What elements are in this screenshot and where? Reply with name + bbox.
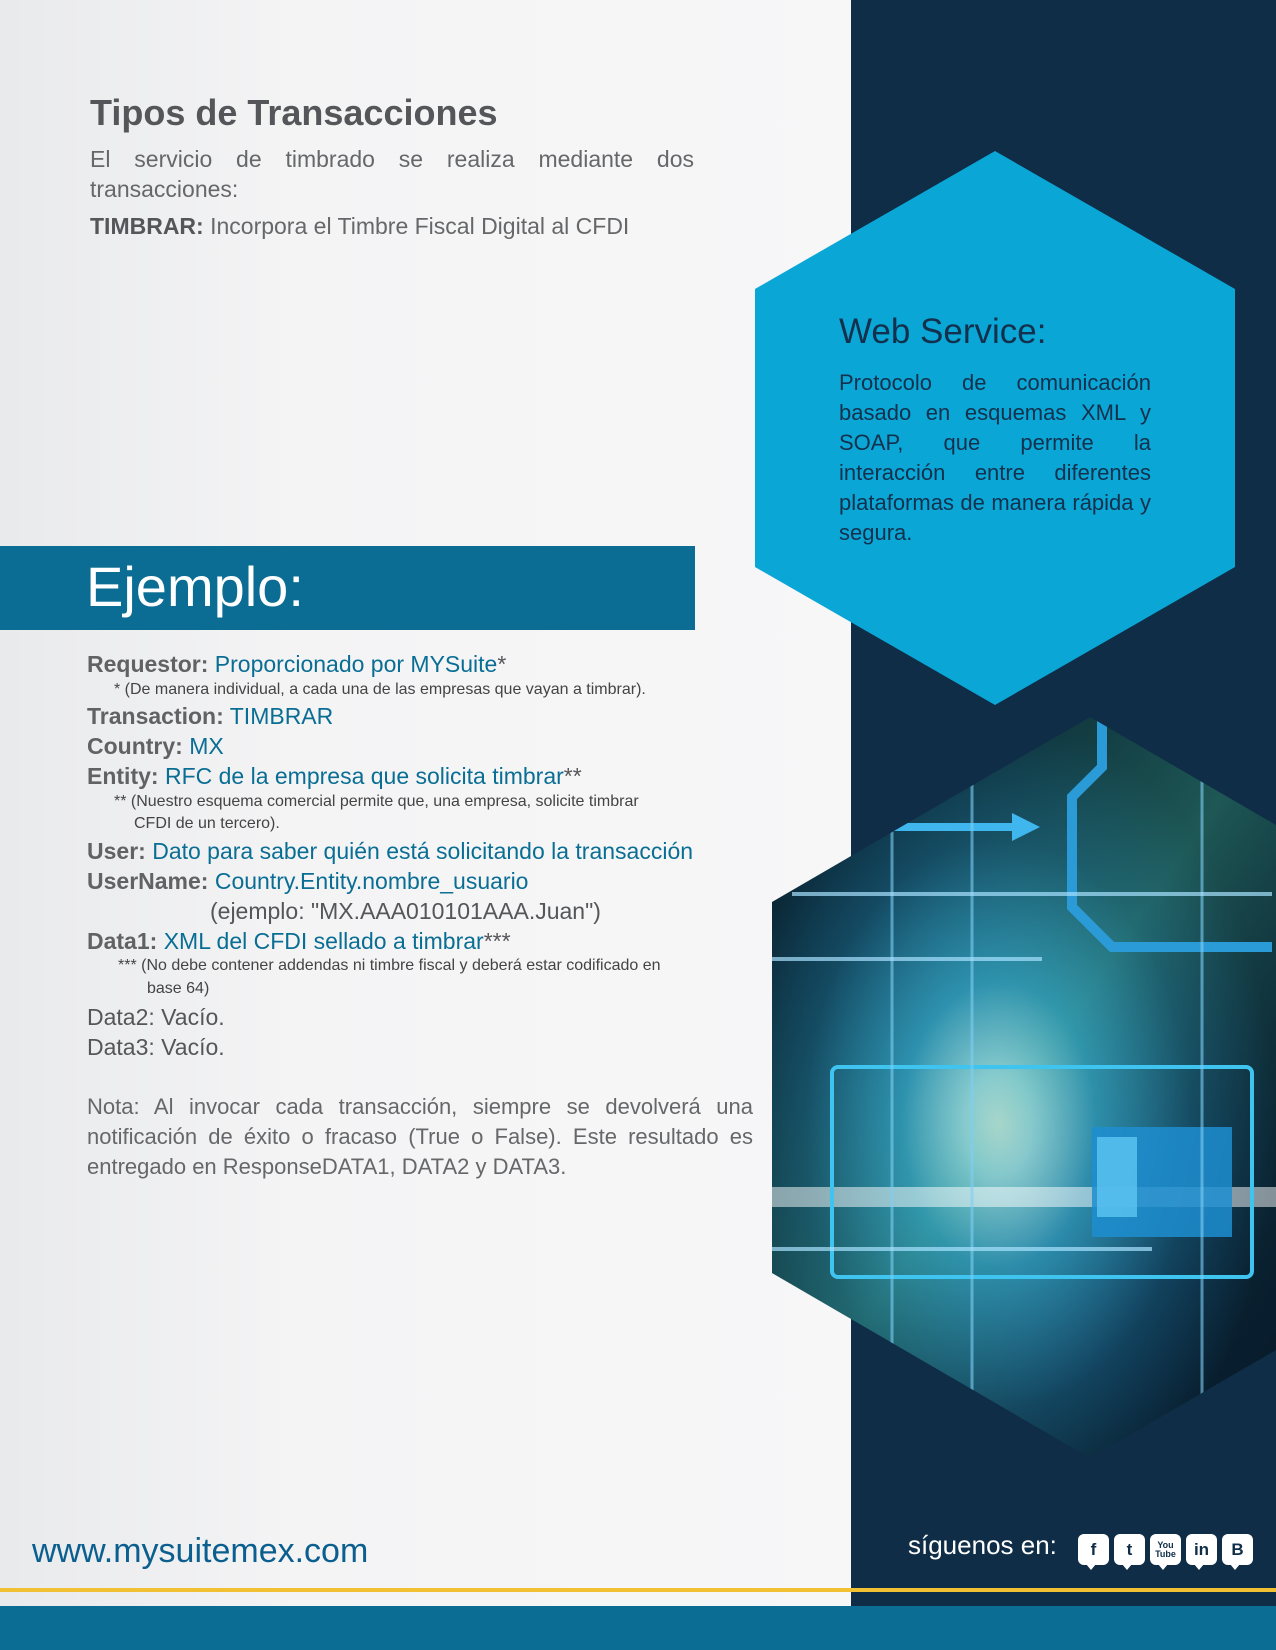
entity-line	[87, 763, 582, 790]
user-line	[87, 838, 693, 865]
username-line	[87, 868, 528, 895]
data1-value: XML del CFDI sellado a timbrar	[163, 928, 484, 954]
country-label: Country:	[87, 733, 183, 759]
transaction-value: TIMBRAR	[229, 703, 334, 729]
gold-divider	[0, 1588, 1276, 1592]
data1-label: Data1:	[87, 928, 158, 954]
youtube-icon[interactable]: You Tube	[1150, 1534, 1181, 1565]
requestor-footnote-mark: *	[497, 651, 507, 677]
username-label: UserName:	[87, 868, 209, 894]
username-example: (ejemplo: "MX.AAA010101AAA.Juan")	[210, 898, 601, 924]
entity-footnote-line-2: CFDI de un tercero).	[134, 815, 280, 832]
ejemplo-banner	[0, 546, 695, 630]
entity-footnote-line-1: ** (Nuestro esquema comercial permite que, una empresa, solicite timbrar	[114, 793, 639, 810]
linkedin-icon[interactable]: in	[1186, 1534, 1217, 1565]
data1-footnote-mark: ***	[483, 928, 511, 954]
data3-line: Data3: Vacío.	[87, 1034, 225, 1060]
user-label: User:	[87, 838, 146, 864]
timbrar-line	[90, 213, 629, 240]
blogger-icon[interactable]: B	[1222, 1534, 1253, 1565]
entity-label: Entity:	[87, 763, 159, 789]
twitter-icon[interactable]: t	[1114, 1534, 1145, 1565]
user-value: Dato para saber quién está solicitando la transacción	[152, 838, 694, 864]
entity-value: RFC de la empresa que solicita timbrar	[164, 763, 564, 789]
social-icons	[1078, 1534, 1253, 1565]
country-value: MX	[189, 733, 224, 759]
bottom-bar	[0, 1606, 1276, 1650]
web-service-title: Web Service:	[839, 312, 1047, 351]
data1-line	[87, 928, 511, 955]
section-title: Tipos de Transacciones	[90, 92, 498, 133]
transaction-line	[87, 703, 333, 730]
web-service-description: Protocolo de comunicación basado en esquemas XML y SOAP, que permite la interacción entre diferentes plataformas de manera rápida y segura.	[839, 370, 1151, 545]
website-link[interactable]: www.mysuitemex.com	[32, 1532, 369, 1570]
entity-footnote-mark: **	[563, 763, 582, 789]
timbrar-description: Incorpora el Timbre Fiscal Digital al CFDI	[210, 213, 630, 239]
intro-text: El servicio de timbrado se realiza mediante dos transacciones:	[90, 146, 694, 202]
nota-paragraph: Nota: Al invocar cada transacción, siempre se devolverá una notificación de éxito o fracaso (True o False). Este resultado es entregado en ResponseDATA1, DATA2 y DATA3.	[87, 1094, 753, 1179]
social-label: síguenos en:	[908, 1530, 1057, 1560]
requestor-footnote: * (De manera individual, a cada una de las empresas que vayan a timbrar).	[114, 681, 646, 698]
ejemplo-title: Ejemplo:	[86, 555, 304, 618]
technology-image-hexagon	[772, 717, 1276, 1458]
requestor-label: Requestor:	[87, 651, 209, 677]
requestor-line	[87, 651, 506, 678]
requestor-value: Proporcionado por MYSuite	[214, 651, 498, 677]
transaction-label: Transaction:	[87, 703, 224, 729]
data2-line: Data2: Vacío.	[87, 1004, 225, 1030]
timbrar-label: TIMBRAR:	[90, 213, 204, 239]
facebook-icon[interactable]: f	[1078, 1534, 1109, 1565]
data1-footnote-line-2: base 64)	[147, 980, 210, 997]
country-line	[87, 733, 224, 760]
username-value: Country.Entity.nombre_usuario	[214, 868, 529, 894]
data1-footnote-line-1: *** (No debe contener addendas ni timbre fiscal y deberá estar codificado en	[118, 957, 661, 974]
